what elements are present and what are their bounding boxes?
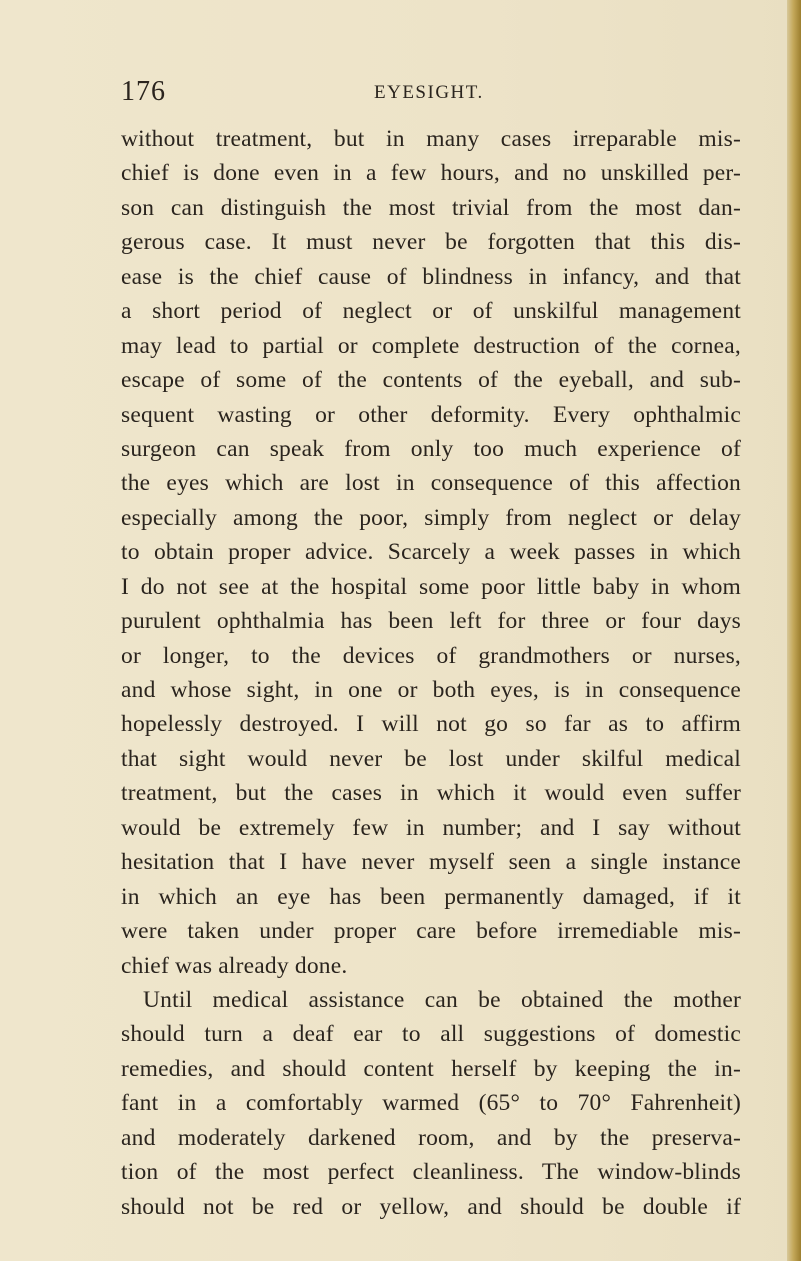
page-number: 176 (121, 76, 166, 107)
body-text (121, 122, 741, 1224)
text-line: without treatment, but in many cases irreparable mis- (121, 126, 741, 152)
text-line: ease is the chief cause of blindness in infancy, and that (121, 263, 741, 290)
paragraph-end-line: chief was already done. (121, 952, 348, 979)
text-line: remedies, and should content herself by keeping the in- (121, 1055, 741, 1082)
text-line: I do not see at the hospital some poor little baby in whom (121, 573, 741, 600)
running-title: EYESIGHT. (374, 82, 484, 103)
text-line: gerous case. It must never be forgotten that this dis- (121, 229, 741, 256)
text-line: purulent ophthalmia has been left for three or four days (121, 608, 741, 635)
text-line: or longer, to the devices of grandmothers or nurses, (121, 642, 741, 669)
text-line: chief is done even in a few hours, and no unskilled per- (121, 160, 741, 187)
text-line: tion of the most perfect cleanliness. The window-blinds (121, 1159, 741, 1186)
text-line: to obtain proper advice. Scarcely a week passes in which (121, 539, 741, 566)
text-line: would be extremely few in number; and I say without (121, 814, 741, 841)
text-line: sequent wasting or other deformity. Every ophthalmic (121, 401, 741, 428)
text-line: and moderately darkened room, and by the preserva- (121, 1124, 741, 1151)
text-line: a short period of neglect or of unskilful management (121, 298, 741, 325)
text-line: were taken under proper care before irremediable mis- (121, 918, 741, 945)
text-line: surgeon can speak from only too much experience of (121, 435, 741, 462)
text-line: in which an eye has been permanently damaged, if it (121, 883, 741, 910)
text-line: and whose sight, in one or both eyes, is in consequence (121, 677, 741, 703)
text-line: fant in a comfortably warmed (65° to 70° Fahrenheit) (121, 1090, 741, 1117)
text-line: that sight would never be lost under skilful medical (121, 745, 741, 772)
page-edge (787, 0, 801, 1261)
text-line: especially among the poor, simply from neglect or delay (121, 504, 741, 531)
text-line: may lead to partial or complete destruction of the cornea, (121, 332, 741, 359)
text-line: escape of some of the contents of the eyeball, and sub- (121, 367, 741, 394)
text-line: hesitation that I have never myself seen a single instance (121, 849, 741, 876)
text-line: should not be red or yellow, and should be double if (121, 1193, 741, 1220)
text-line: hopelessly destroyed. I will not go so far as to affirm (121, 711, 741, 738)
text-line: the eyes which are lost in consequence of this affection (121, 470, 741, 497)
text-line: treatment, but the cases in which it would even suffer (121, 780, 741, 807)
paragraph-start-line: Until medical assistance can be obtained the mother (143, 986, 741, 1013)
page-header (121, 76, 721, 110)
text-line: should turn a deaf ear to all suggestions of domestic (121, 1021, 741, 1048)
text-line: son can distinguish the most trivial from the most dan- (121, 194, 741, 221)
